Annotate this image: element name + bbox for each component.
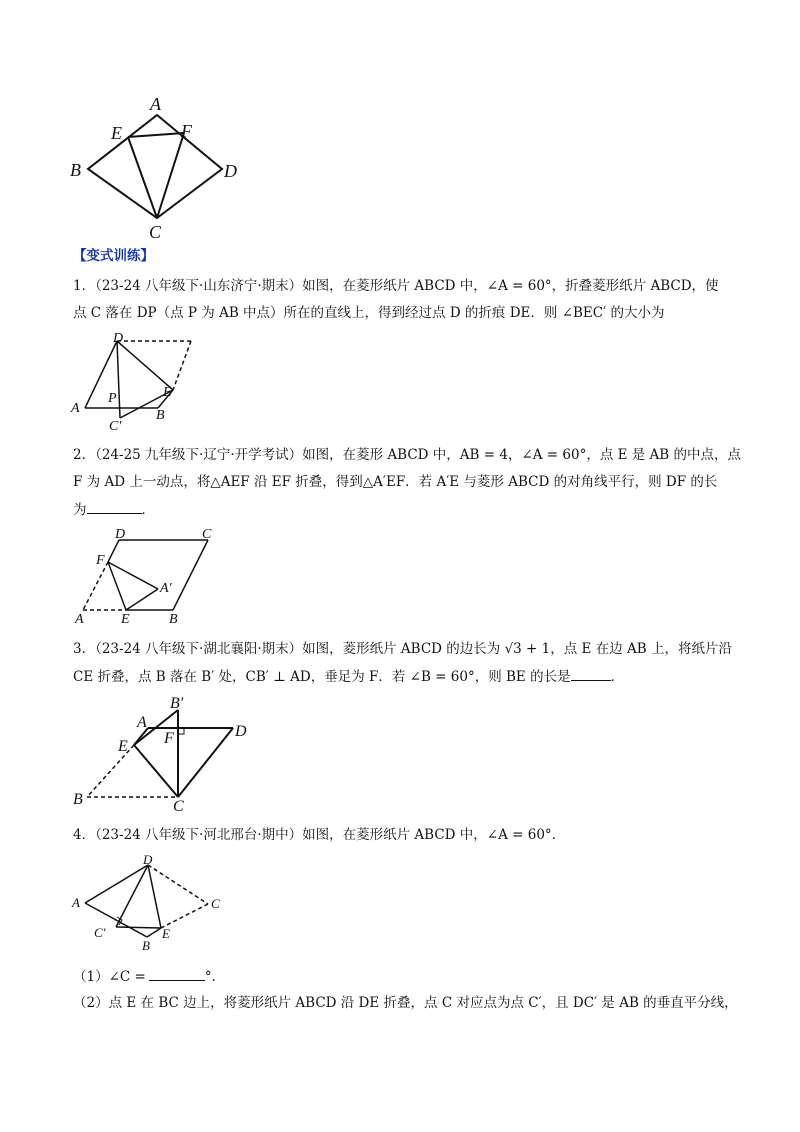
main-figure	[65, 92, 255, 242]
q1-figure	[65, 330, 205, 432]
segment-ec	[128, 137, 157, 218]
segment-c1e	[116, 927, 161, 928]
q2-answer-blank	[87, 500, 142, 514]
label-f: F	[181, 121, 192, 141]
segment-ec	[134, 745, 178, 797]
label-b: B	[142, 938, 150, 953]
q4-part1	[73, 967, 225, 986]
label-a: A	[75, 612, 84, 627]
q2-figure	[65, 524, 225, 626]
label-f: F	[96, 553, 105, 568]
label-d: D	[113, 331, 124, 346]
label-a: A	[71, 401, 80, 416]
section-heading: 【变式训练】	[73, 248, 154, 264]
q3-line2: CE 折叠，点 B 落在 B′ 处，CB′ ⊥ AD，垂足为 F．若 ∠B = 60°，则 BE 的长是 ．	[73, 669, 625, 685]
label-d: D	[115, 527, 126, 542]
label-c: C	[173, 798, 184, 815]
q4-answer-blank	[149, 967, 205, 981]
segment-de	[148, 865, 161, 928]
label-b: B	[73, 791, 83, 808]
q2-line3: 为 ．	[73, 502, 155, 518]
q3-figure	[65, 694, 265, 814]
segment-fa1	[108, 562, 158, 589]
label-d: D	[143, 852, 153, 867]
dashed-dc	[148, 865, 208, 904]
q1-line2: 点 C 落在 DP（点 P 为 AB 中点）所在的直线上，得到经过点 D 的折痕 DE．则 ∠BEC′ 的大小为	[73, 305, 665, 321]
label-a1: A′	[160, 581, 172, 596]
label-e: E	[162, 926, 170, 941]
label-f: F	[164, 730, 174, 747]
label-d: D	[235, 723, 247, 740]
label-c: C	[202, 527, 212, 542]
label-c: C	[149, 222, 162, 242]
q2-line2: F 为 AD 上一动点，将△AEF 沿 EF 折叠，得到△A′EF．若 A′E 与菱形 ABCD 的对角线平行，则 DF 的长	[73, 474, 718, 490]
rhombus-abcd	[88, 115, 222, 218]
label-a: A	[150, 94, 161, 114]
q4-figure	[65, 852, 235, 954]
q3-line1: 3．（23-24 八年级下·湖北襄阳·期末）如图，菱形纸片 ABCD 的边长为 √3 + 1，点 E 在边 AB 上，将纸片沿	[73, 641, 732, 657]
label-a: A	[137, 714, 147, 731]
segment-dc	[178, 728, 233, 797]
q3-answer-blank	[571, 667, 611, 681]
segment-fe	[108, 562, 126, 610]
dashed-cb	[173, 341, 191, 390]
q4-part1-tail: °．	[204, 969, 226, 985]
label-b: B	[156, 408, 165, 423]
segment-fc	[157, 133, 184, 218]
label-d: D	[224, 161, 237, 181]
label-e: E	[118, 738, 128, 755]
segment-df	[108, 540, 119, 562]
q2-line1: 2．（24-25 九年级下·辽宁·开学考试）如图，在菱形 ABCD 中，AB = 4，∠A = 60°，点 E 是 AB 的中点，点	[73, 447, 742, 463]
segment-ea1	[126, 589, 158, 610]
label-p: P	[108, 391, 117, 406]
label-b1: B′	[170, 695, 184, 712]
q4-part2: （2）点 E 在 BC 边上，将菱形纸片 ABCD 沿 DE 折叠，点 C 对应点为点 C′，且 DC′ 是 AB 的垂直平分线，	[73, 995, 738, 1011]
label-b: B	[169, 612, 178, 627]
segment-de	[117, 341, 173, 390]
q3-line2-text: CE 折叠，点 B 落在 B′ 处，CB′ ⊥ AD，垂足为 F．若 ∠B = 60°，则 BE 的长是	[73, 669, 571, 685]
label-a: A	[72, 895, 80, 910]
segment-cb	[173, 540, 208, 610]
dashed-ce	[161, 904, 208, 928]
q4-part1-text: （1）∠C =	[73, 969, 146, 985]
label-e: E	[121, 612, 130, 627]
segment-eb	[147, 928, 161, 937]
q2-line3-text: 为	[73, 502, 87, 518]
segment-dc1	[117, 341, 120, 418]
q4-line1: 4．（23-24 八年级下·河北邢台·期中）如图，在菱形纸片 ABCD 中，∠A = 60°．	[73, 827, 566, 843]
segment-ef	[128, 133, 184, 137]
label-e: E	[111, 123, 122, 143]
label-c1: C′	[94, 925, 106, 940]
label-c: C	[211, 896, 220, 911]
dashed-fa	[83, 562, 108, 610]
q1-line1: 1．（23-24 八年级下·山东济宁·期末）如图，在菱形纸片 ABCD 中，∠A = 60°，折叠菱形纸片 ABCD，使	[73, 278, 719, 294]
label-b: B	[70, 160, 81, 180]
label-e: E	[163, 385, 172, 400]
label-c1: C′	[109, 419, 122, 434]
